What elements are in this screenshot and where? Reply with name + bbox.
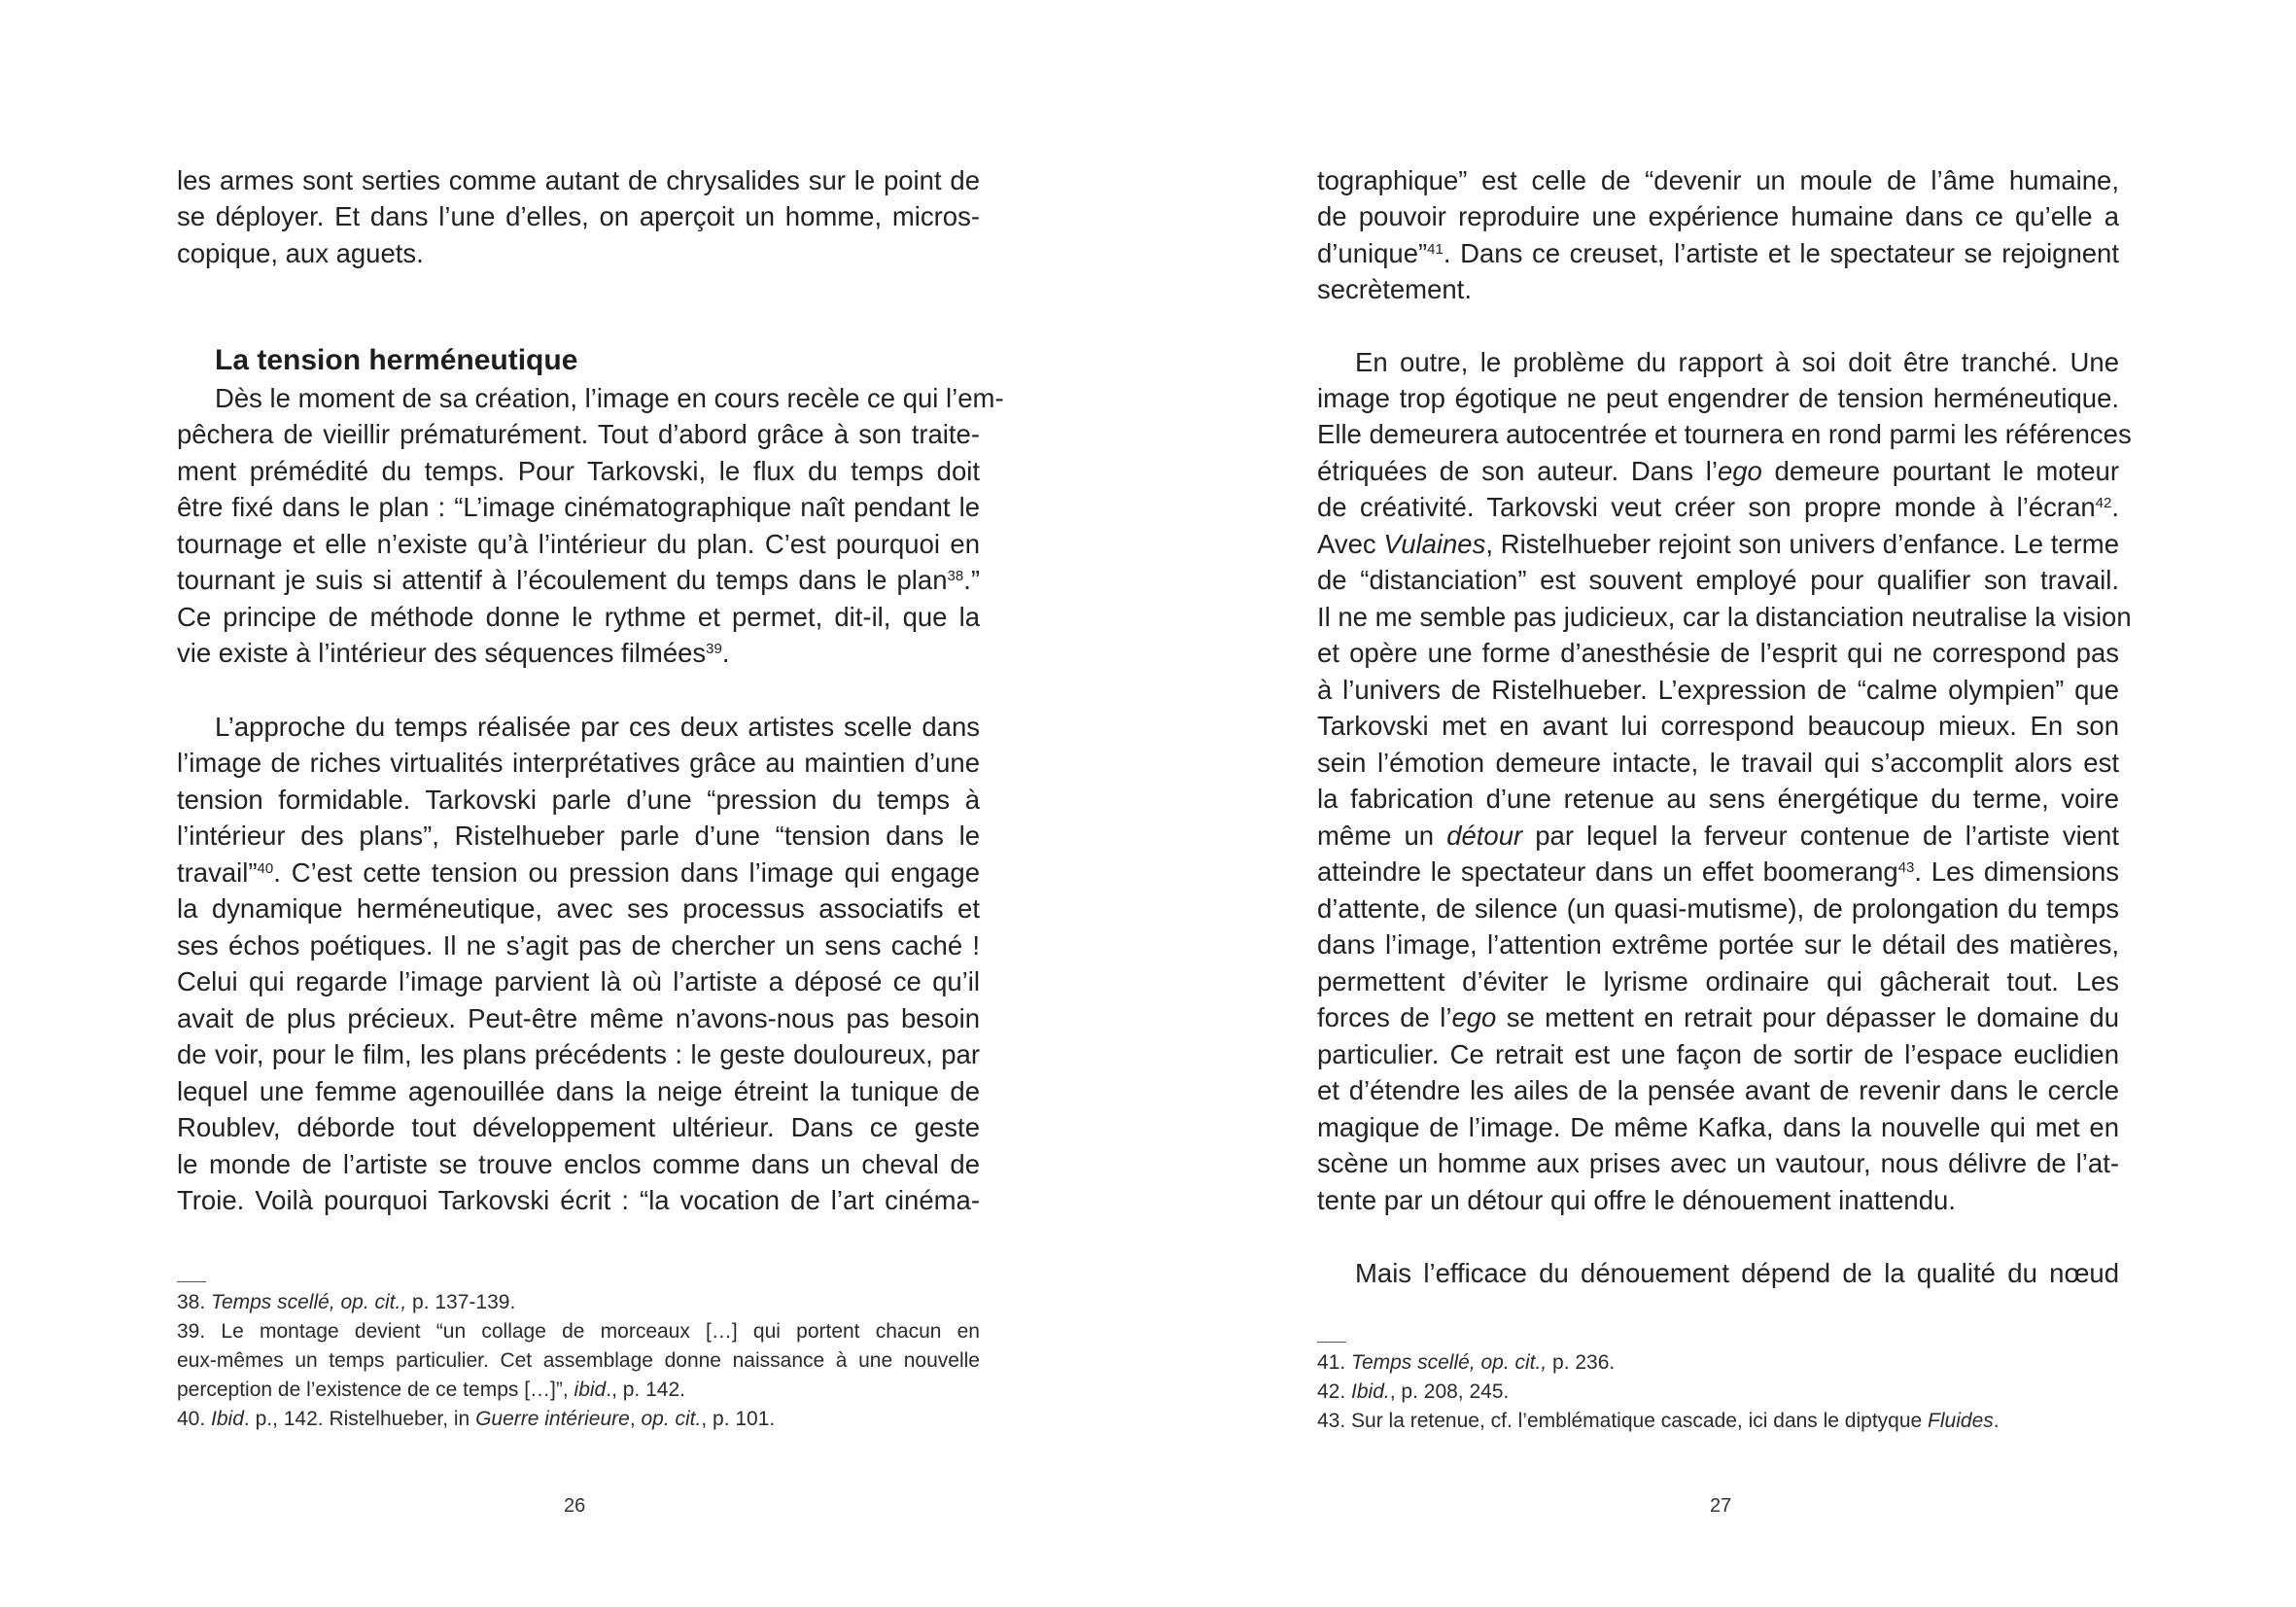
- line-text: . C’est cette tension ou pression dans l’image qui engage: [273, 857, 980, 888]
- body-line: et opère une forme d’anesthésie de l’esprit qui ne correspond pas: [1317, 638, 2119, 668]
- line-text: de créativité. Tarkovski veut créer son propre monde à l’écran: [1317, 492, 2096, 522]
- footnote-text: , p. 208, 245.: [1389, 1380, 1510, 1403]
- body-line: dans l’image, l’attention extrême portée sur le détail des matières,: [1317, 929, 2119, 960]
- italic-term: ego: [1717, 456, 1762, 486]
- body-line: la fabrication d’une retenue au sens énergétique du terme, voire: [1317, 784, 2119, 814]
- footnote-italic: Fluides: [1928, 1410, 1994, 1432]
- footnote-italic: Temps scellé, op. cit.,: [1351, 1351, 1548, 1374]
- footnote-ref[interactable]: 41: [1427, 241, 1444, 258]
- body-line: de “distanciation” est souvent employé pour qualifier son travail.: [1317, 565, 2119, 595]
- footnote-42: [1317, 1378, 2119, 1407]
- line-text: . Dans ce creuset, l’artiste et le spectateur se rejoignent: [1443, 238, 2119, 268]
- body-line: Troie. Voilà pourquoi Tarkovski écrit : “la vocation de l’art cinéma-: [177, 1185, 980, 1215]
- footnote-number: 39.: [177, 1320, 206, 1343]
- line-text: d’unique”: [1317, 238, 1428, 268]
- body-line: Elle demeurera autocentrée et tournera en rond parmi les références: [1317, 419, 2132, 449]
- body-line: Ce principe de méthode donne le rythme et permet, dit-il, que la: [177, 602, 980, 632]
- body-line: En outre, le problème du rapport à soi doit être tranché. Une: [1355, 347, 2119, 377]
- footnote-number: 42.: [1317, 1380, 1346, 1403]
- footnote-italic: ibid: [574, 1379, 607, 1401]
- body-line: [177, 855, 980, 891]
- footnote-rule: [1317, 1342, 1346, 1343]
- footnote-number: 40.: [177, 1408, 206, 1430]
- footnote-italic: op. cit.: [641, 1408, 702, 1430]
- body-line: à l’univers de Ristelhueber. L’expression de “calme olympien” que: [1317, 675, 2119, 705]
- body-line: les armes sont serties comme autant de chrysalides sur le point de: [177, 165, 980, 195]
- body-line: [1317, 999, 2119, 1036]
- page-number: 26: [564, 1495, 586, 1517]
- body-line: Celui qui regarde l’image parvient là où l’artiste a déposé ce qu’il: [177, 966, 980, 996]
- body-line: [1317, 453, 2119, 490]
- footnote-text: Sur la retenue, cf. l’emblématique cascade, ici dans le diptyque: [1351, 1410, 1929, 1432]
- footnote-italic: Guerre intérieure: [475, 1408, 630, 1430]
- line-text: étriquées de son auteur. Dans l’: [1317, 456, 1718, 486]
- footnote-number: 41.: [1317, 1351, 1346, 1374]
- line-text: atteindre le spectateur dans un effet boomerang: [1317, 856, 1898, 887]
- section-heading: La tension herméneutique: [215, 344, 578, 376]
- line-text: Avec: [1317, 529, 1384, 559]
- italic-term: détour: [1446, 821, 1523, 851]
- footnote-ref[interactable]: 43: [1897, 859, 1915, 876]
- footnote-39-cont: eux-mêmes un temps particulier. Cet assemblage donne naissance à une nouvelle: [177, 1349, 980, 1372]
- body-line: se déployer. Et dans l’une d’elles, on aperçoit un homme, micros-: [177, 201, 980, 231]
- footnote-italic: Temps scellé, op. cit.,: [211, 1291, 407, 1313]
- body-line: sein l’émotion demeure intacte, le travail qui s’accomplit alors est: [1317, 748, 2119, 778]
- body-line: ment prémédité du temps. Pour Tarkovski, le flux du temps doit: [177, 456, 980, 486]
- footnote-number: 43.: [1317, 1410, 1346, 1432]
- footnote-ref[interactable]: 38: [947, 568, 964, 584]
- footnote-italic: Ibid.: [1351, 1380, 1390, 1403]
- line-text: . Les dimensions: [1914, 856, 2119, 887]
- body-line: copique, aux aguets.: [177, 238, 424, 268]
- line-text: .”: [963, 565, 980, 595]
- body-line: l’image de riches virtualités interprétatives grâce au maintien d’une: [177, 748, 980, 778]
- footnote-number: 38.: [177, 1291, 206, 1313]
- italic-term: ego: [1451, 1002, 1497, 1032]
- footnote-text: .: [1993, 1410, 2000, 1432]
- footnote-ref[interactable]: 42: [2095, 495, 2112, 511]
- line-text: par lequel la ferveur contenue de l’artiste vient: [1522, 821, 2119, 851]
- body-line: Dès le moment de sa création, l’image en cours recèle ce qui l’em-: [215, 383, 1004, 413]
- footnote-italic: Ibid: [211, 1408, 244, 1430]
- body-line: Tarkovski met en avant lui correspond beaucoup mieux. En son: [1317, 711, 2119, 741]
- body-line: le monde de l’artiste se trouve enclos comme dans un cheval de: [177, 1149, 980, 1179]
- line-text: .: [721, 638, 730, 668]
- footnote-text: Le montage devient “un collage de morceaux […] qui portent chacun en: [221, 1320, 980, 1343]
- footnote-ref[interactable]: 40: [257, 860, 274, 877]
- body-line: lequel une femme agenouillée dans la neige étreint la tunique de: [177, 1076, 980, 1106]
- body-line: ses échos poétiques. Il ne s’agit pas de chercher un sens caché !: [177, 930, 980, 961]
- footnote-text: ., p. 142.: [606, 1379, 685, 1401]
- body-line: tente par un détour qui offre le dénouement inattendu.: [1317, 1185, 1956, 1215]
- body-line: [1317, 526, 2119, 563]
- line-text: forces de l’: [1317, 1002, 1452, 1032]
- footnote-41: [1317, 1348, 2119, 1378]
- body-line: [1317, 235, 2119, 272]
- body-line: magique de l’image. De même Kafka, dans la nouvelle qui met en: [1317, 1112, 2119, 1142]
- body-line: avait de plus précieux. Peut-être même n’avons-nous pas besoin: [177, 1003, 980, 1033]
- body-line: d’attente, de silence (un quasi-mutisme), de prolongation du temps: [1317, 893, 2119, 924]
- footnote-40: [177, 1405, 980, 1434]
- page-number: 27: [1710, 1495, 1732, 1517]
- body-line: [177, 635, 980, 672]
- body-line: pêchera de vieillir prématurément. Tout d’abord grâce à son traite-: [177, 419, 980, 449]
- body-line: de voir, pour le film, les plans précédents : le geste douloureux, par: [177, 1039, 980, 1069]
- footnote-text: perception de l’existence de ce temps […]”,: [177, 1379, 574, 1401]
- body-line: [1317, 818, 2119, 855]
- line-text: demeure pourtant le moteur: [1761, 456, 2120, 486]
- footnote-39: [177, 1317, 980, 1346]
- footnote-text: p. 137-139.: [406, 1291, 516, 1313]
- footnote-rule: [177, 1281, 206, 1282]
- footnote-text: . p., 142. Ristelhueber, in: [243, 1408, 476, 1430]
- line-text: vie existe à l’intérieur des séquences filmées: [177, 638, 707, 668]
- right-page: [1148, 0, 2296, 1607]
- body-line: tournage et elle n’existe qu’à l’intérieur du plan. C’est pourquoi en: [177, 529, 980, 559]
- body-line: la dynamique herméneutique, avec ses processus associatifs et: [177, 893, 980, 924]
- footnote-ref[interactable]: 39: [706, 641, 722, 657]
- italic-title: Vulaines: [1383, 529, 1486, 559]
- body-line: [1317, 854, 2119, 891]
- body-line: particulier. Ce retrait est une façon de sortir de l’espace euclidien: [1317, 1039, 2119, 1069]
- body-line: secrètement.: [1317, 274, 1472, 304]
- line-text: , Ristelhueber rejoint son univers d’enfance. Le terme: [1485, 529, 2120, 559]
- body-line: Mais l’efficace du dénouement dépend de la qualité du nœud: [1355, 1258, 2119, 1288]
- body-line: Roublev, déborde tout développement ultérieur. Dans ce geste: [177, 1112, 980, 1142]
- body-line: l’intérieur des plans”, Ristelhueber parle d’une “tension dans le: [177, 821, 980, 851]
- line-text: .: [2111, 492, 2119, 522]
- body-line: tension formidable. Tarkovski parle d’une “pression du temps à: [177, 785, 980, 815]
- body-line: L’approche du temps réalisée par ces deux artistes scelle dans: [215, 712, 980, 742]
- footnote-text: ,: [629, 1408, 642, 1430]
- body-line: tographique” est celle de “devenir un moule de l’âme humaine,: [1317, 165, 2119, 195]
- line-text: se mettent en retrait pour dépasser le domaine du: [1496, 1002, 2119, 1032]
- body-line: permettent d’éviter le lyrisme ordinaire qui gâcherait tout. Les: [1317, 966, 2119, 996]
- body-line: et d’étendre les ailes de la pensée avant de revenir dans le cercle: [1317, 1075, 2119, 1105]
- body-line: scène un homme aux prises avec un vautour, nous délivre de l’at-: [1317, 1148, 2119, 1178]
- footnote-text: p. 236.: [1547, 1351, 1616, 1374]
- line-text: travail”: [177, 857, 258, 888]
- body-line: de pouvoir reproduire une expérience humaine dans ce qu’elle a: [1317, 201, 2119, 231]
- footnote-39-cont: [177, 1376, 980, 1405]
- body-line: Il ne me semble pas judicieux, car la distanciation neutralise la vision: [1317, 602, 2132, 632]
- footnote-38: [177, 1288, 980, 1317]
- line-text: tournant je suis si attentif à l’écoulement du temps dans le plan: [177, 565, 948, 595]
- body-line: [177, 562, 980, 599]
- body-line: [1317, 489, 2119, 526]
- line-text: même un: [1317, 821, 1447, 851]
- body-line: image trop égotique ne peut engendrer de tension herméneutique.: [1317, 383, 2119, 413]
- body-line: être fixé dans le plan : “L’image cinématographique naît pendant le: [177, 492, 980, 522]
- footnote-text: , p. 101.: [701, 1408, 776, 1430]
- footnote-43: [1317, 1407, 2119, 1436]
